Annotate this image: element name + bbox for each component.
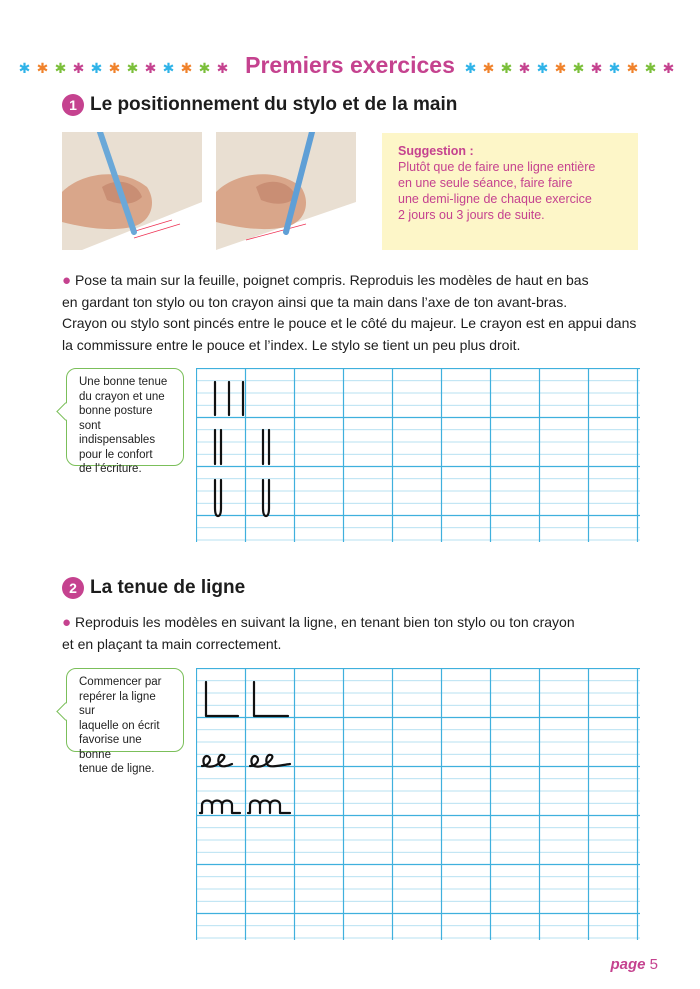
page-title: Premiers exercices bbox=[245, 52, 455, 78]
tip-line: tenue de ligne. bbox=[79, 763, 155, 775]
page-number-value: 5 bbox=[649, 956, 658, 973]
tip-line: repérer la ligne sur bbox=[79, 690, 156, 717]
section-2-number: 2 bbox=[62, 577, 84, 599]
bullet-icon: ● bbox=[62, 272, 72, 289]
star-icon: ✱ bbox=[554, 60, 568, 76]
star-icon: ✱ bbox=[464, 60, 478, 76]
star-icon: ✱ bbox=[500, 60, 514, 76]
suggestion-line: 2 jours ou 3 jours de suite. bbox=[398, 208, 545, 222]
model-loops bbox=[202, 755, 232, 767]
star-icon: ✱ bbox=[518, 60, 532, 76]
writing-grid-2[interactable] bbox=[196, 668, 640, 940]
star-icon: ✱ bbox=[198, 60, 212, 76]
instruction-line: Pose ta main sur la feuille, poignet compris. Reproduis les modèles de haut en bas bbox=[74, 272, 589, 288]
page-label: page bbox=[610, 956, 646, 973]
tip-line: Commencer par bbox=[79, 676, 162, 688]
tip-bubble-posture bbox=[66, 368, 184, 475]
model-vertical-strokes bbox=[215, 382, 243, 415]
section-1-title: Le positionnement du stylo et de la main bbox=[90, 94, 458, 115]
instruction-line: et en plaçant ta main correctement. bbox=[62, 635, 282, 652]
tip-line: laquelle on écrit bbox=[79, 719, 160, 732]
star-icon: ✱ bbox=[536, 60, 550, 76]
star-icon: ✱ bbox=[54, 60, 68, 76]
star-icon: ✱ bbox=[36, 60, 50, 76]
section-2-heading bbox=[62, 577, 245, 599]
star-icon: ✱ bbox=[482, 60, 496, 76]
star-icon: ✱ bbox=[590, 60, 604, 76]
star-icon: ✱ bbox=[90, 60, 104, 76]
section-1-heading bbox=[62, 94, 457, 116]
page-number bbox=[610, 956, 658, 973]
section-2-title: La tenue de ligne bbox=[90, 577, 246, 598]
tip-line: favorise une bonne bbox=[79, 734, 142, 761]
star-icon: ✱ bbox=[608, 60, 622, 76]
suggestion-label: Suggestion : bbox=[398, 144, 474, 158]
star-icon: ✱ bbox=[572, 60, 586, 76]
writing-grid-1[interactable] bbox=[196, 368, 640, 542]
suggestion-box bbox=[382, 133, 638, 250]
suggestion-line: Plutôt que de faire une ligne entière bbox=[398, 160, 596, 174]
bullet-icon: ● bbox=[62, 614, 72, 631]
section-2-instructions bbox=[62, 612, 662, 655]
star-icon: ✱ bbox=[662, 60, 676, 76]
model-arches bbox=[200, 801, 240, 814]
star-icon: ✱ bbox=[72, 60, 86, 76]
tip-line: Une bonne tenue bbox=[79, 376, 168, 388]
star-icon: ✱ bbox=[180, 60, 194, 76]
star-icon: ✱ bbox=[626, 60, 640, 76]
instruction-line: Reproduis les modèles en suivant la ligne, en tenant bien ton stylo ou ton crayon bbox=[74, 614, 575, 630]
tip-line: indispensables bbox=[79, 434, 156, 446]
tip-line: pour le confort bbox=[79, 448, 153, 461]
model-arches bbox=[248, 801, 290, 814]
suggestion-line: une demi-ligne de chaque exercice bbox=[398, 192, 592, 206]
section-1-number: 1 bbox=[62, 94, 84, 116]
instruction-line: Crayon ou stylo sont pincés entre le pouce et le côté du majeur. Le crayon est en appui dans bbox=[62, 315, 637, 332]
instruction-line: en gardant ton stylo ou ton crayon ainsi que ta main dans l’axe de ton avant-bras. bbox=[62, 293, 568, 310]
model-l-shape bbox=[206, 682, 238, 716]
tip-bubble-line bbox=[66, 668, 184, 775]
model-loops bbox=[250, 755, 290, 767]
tip-line: de l’écriture. bbox=[79, 463, 142, 475]
star-icon: ✱ bbox=[144, 60, 158, 76]
suggestion-line: en une seule séance, faire faire bbox=[398, 176, 573, 190]
instruction-line: la commissure entre le pouce et l’index. Le stylo se tient un peu plus droit. bbox=[62, 337, 521, 354]
section-1-instructions bbox=[62, 270, 662, 357]
star-icon: ✱ bbox=[18, 60, 32, 76]
hand-holding-pen-photo bbox=[216, 132, 356, 250]
tip-line: du crayon et une bbox=[79, 390, 165, 403]
star-icon: ✱ bbox=[162, 60, 176, 76]
model-l-shape bbox=[254, 682, 288, 716]
hand-holding-pencil-photo bbox=[62, 132, 202, 250]
model-u-shape bbox=[215, 480, 221, 516]
star-icon: ✱ bbox=[644, 60, 658, 76]
model-double-strokes bbox=[215, 430, 269, 464]
star-icon: ✱ bbox=[216, 60, 230, 76]
model-u-shape bbox=[263, 480, 269, 516]
star-icon: ✱ bbox=[108, 60, 122, 76]
star-icon: ✱ bbox=[126, 60, 140, 76]
tip-line: bonne posture sont bbox=[79, 405, 153, 432]
